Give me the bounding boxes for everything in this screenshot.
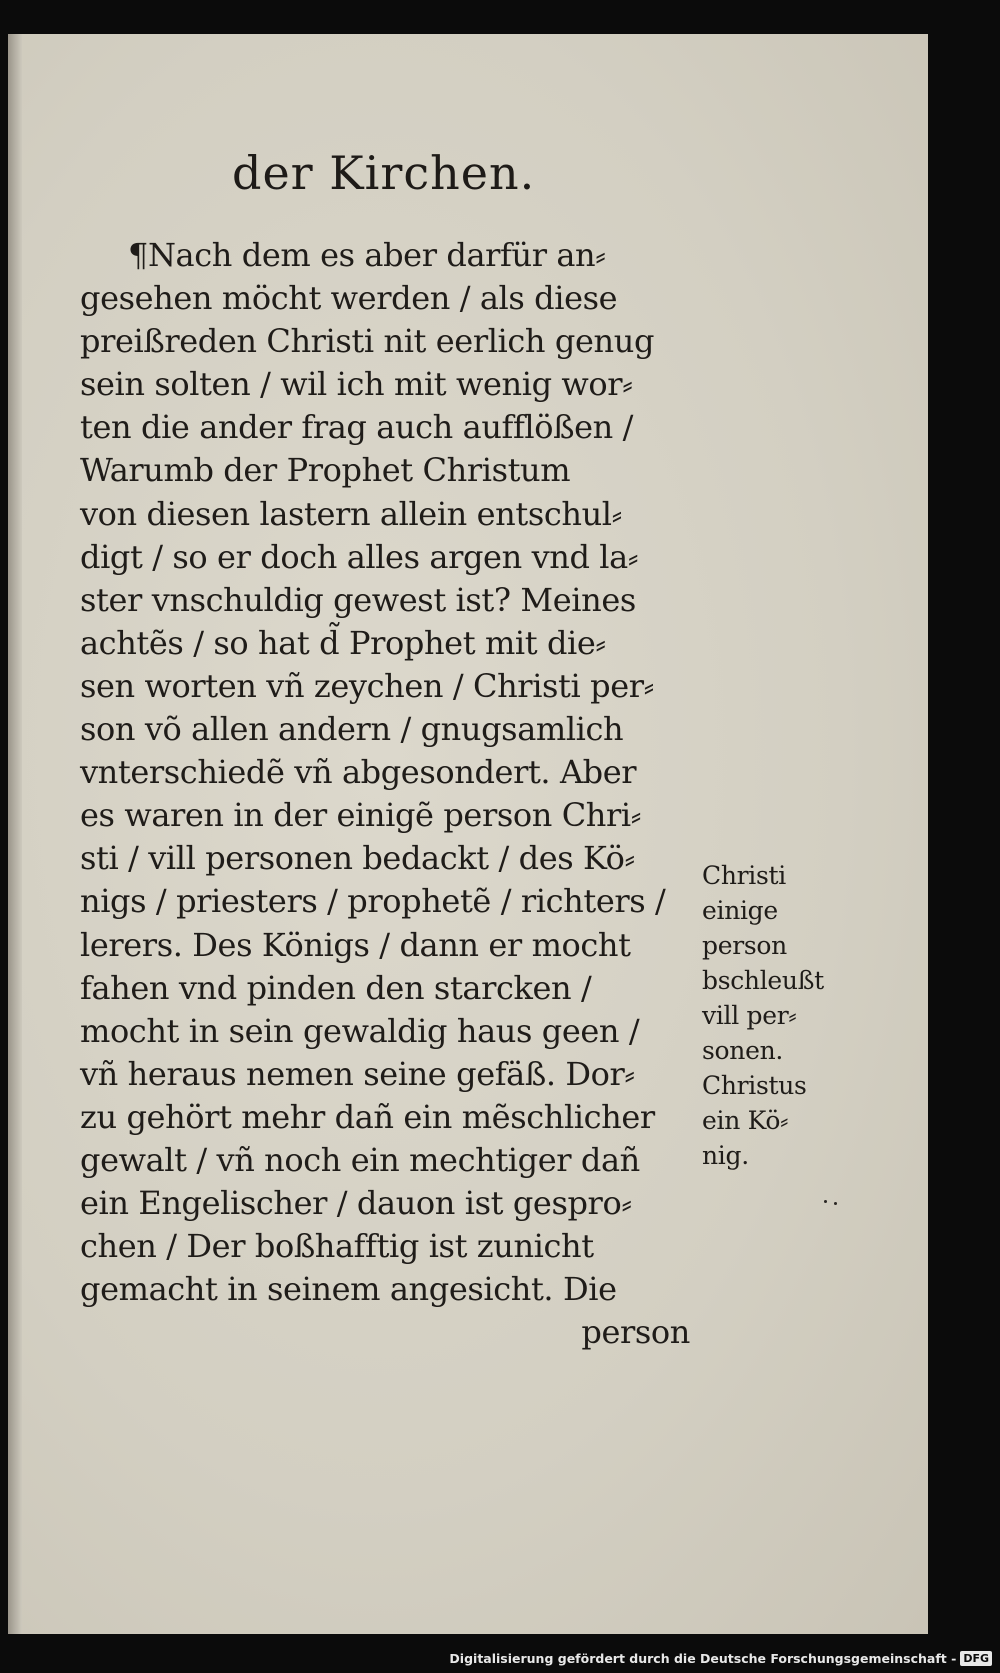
text-line: zu gehört mehr dañ ein mẽschlicher	[80, 1097, 655, 1136]
text-line: gesehen möcht werden / als diese	[80, 279, 618, 318]
text-line: vnterschiedẽ vñ abgesondert. Aber	[80, 753, 637, 792]
text-line: son võ allen andern / gnugsamlich	[80, 710, 624, 749]
marginal-note-line: sonen.	[702, 1036, 784, 1065]
marginal-note	[702, 858, 842, 1173]
text-line: preißreden Christi nit eerlich genug	[80, 322, 655, 361]
credit-text: Digitalisierung gefördert durch die Deutsche Forschungsgemeinschaft -	[449, 1650, 957, 1666]
marginal-note-line: bschleußt	[702, 966, 824, 995]
text-line: gewalt / vñ noch ein mechtiger dañ	[80, 1140, 640, 1179]
text-line: chen / Der boßhafftig ist zunicht	[80, 1227, 594, 1266]
text-line: von diesen lastern allein entschul⸗	[80, 494, 622, 533]
text-line: achtẽs / so hat d̃ Prophet mit die⸗	[80, 623, 606, 662]
text-line: sti / vill personen bedackt / des Kö⸗	[80, 839, 635, 878]
marginal-note-line: einige	[702, 896, 778, 925]
text-line: ein Engelischer / dauon ist gespro⸗	[80, 1184, 632, 1223]
marginal-note-line: person	[702, 931, 787, 960]
marginal-note-line: Christus	[702, 1071, 807, 1100]
text-line: mocht in sein gewaldig haus geen /	[80, 1011, 640, 1050]
text-line: digt / so er doch alles argen vnd la⸗	[80, 537, 639, 576]
page-gutter-shadow	[8, 34, 22, 1634]
ink-speck	[834, 1202, 837, 1205]
body-text	[80, 234, 690, 1354]
ink-speck	[824, 1200, 827, 1203]
marginal-note-line: vill per⸗	[702, 1001, 797, 1030]
text-line: ster vnschuldig gewest ist? Meines	[80, 580, 636, 619]
text-line: vñ heraus nemen seine gefäß. Dor⸗	[80, 1054, 635, 1093]
marginal-note-line: Christi	[702, 861, 786, 890]
catchword: person	[581, 1313, 690, 1352]
marginal-note-line: ein Kö⸗	[702, 1106, 789, 1135]
text-line: Warumb der Prophet Christum	[80, 451, 571, 490]
text-line: nigs / priesters / prophetẽ / richters /	[80, 882, 666, 921]
dfg-logo: DFG	[960, 1651, 992, 1666]
text-line: sen worten vñ zeychen / Christi per⸗	[80, 666, 654, 705]
book-page	[8, 34, 928, 1634]
text-line: gemacht in seinem angesicht. Die	[80, 1270, 617, 1309]
text-line: ten die ander frag auch aufflößen /	[80, 408, 634, 447]
running-head: der Kirchen.	[232, 146, 536, 200]
digitization-credit	[449, 1647, 992, 1669]
text-line: sein solten / wil ich mit wenig wor⸗	[80, 365, 633, 404]
text-line: lerers. Des Königs / dann er mocht	[80, 925, 631, 964]
text-line: fahen vnd pinden den starcken /	[80, 968, 592, 1007]
text-line: ¶Nach dem es aber darfür an⸗	[128, 236, 606, 274]
marginal-note-line: nig.	[702, 1141, 749, 1170]
text-line: es waren in der einigẽ person Chri⸗	[80, 796, 642, 835]
